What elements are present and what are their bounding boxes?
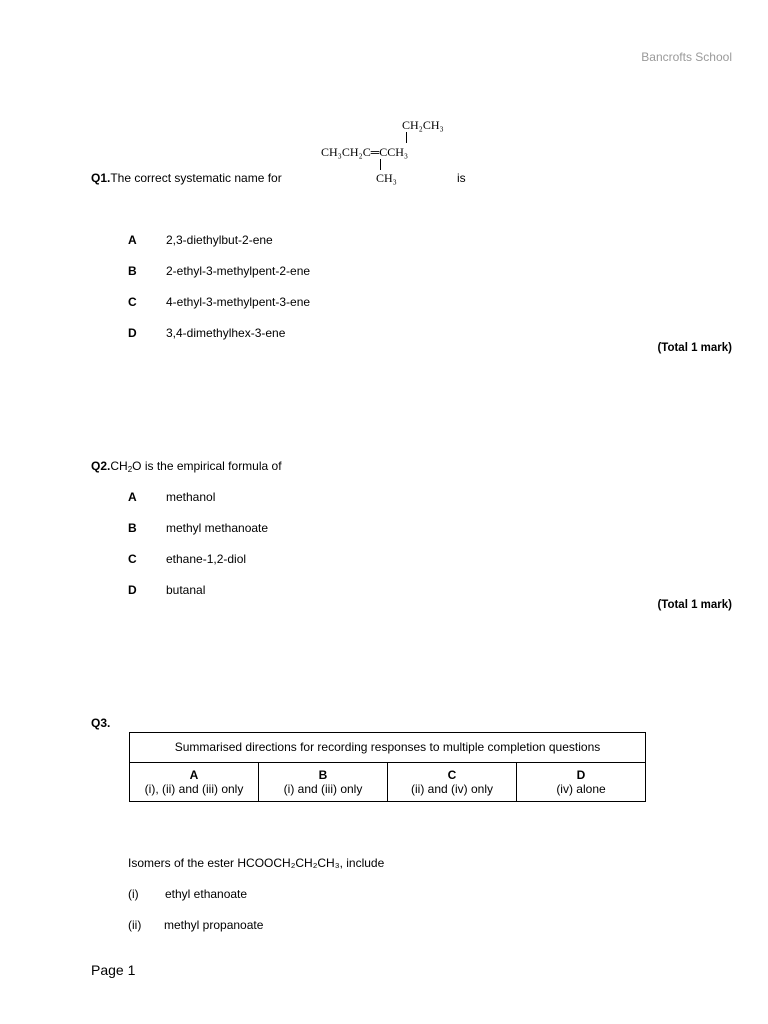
q2-option-d-letter: D (128, 583, 137, 597)
q3-label: Q3. (91, 716, 111, 730)
q3-stem: Isomers of the ester HCOOCH₂CH₂CH₃, include (128, 856, 385, 870)
structure-top-group: CH₂CH₃ (402, 118, 444, 132)
directions-col-d (517, 763, 646, 802)
directions-col-a (130, 763, 259, 802)
directions-col-a-letter: A (189, 768, 199, 782)
q2-formula-suffix: O (132, 459, 142, 473)
directions-col-c-text: (ii) and (iv) only (410, 782, 494, 796)
q3-item-ii-text: methyl propanoate (164, 918, 264, 932)
q2-option-d-text: butanal (166, 583, 206, 597)
q2-formula-prefix: CH (110, 459, 128, 473)
q1-label: Q1. (91, 171, 111, 185)
directions-col-c (388, 763, 517, 802)
structure-main-chain: CH₃CH₂C═CCH₃ (321, 145, 409, 159)
structure-top-bond (406, 132, 407, 143)
q1-option-c-text: 4-ethyl-3-methylpent-3-ene (166, 295, 311, 309)
q1-option-d-text: 3,4-dimethylhex-3-ene (166, 326, 286, 340)
q2-option-c-text: ethane-1,2-diol (166, 552, 247, 566)
q2-option-a-letter: A (128, 490, 137, 504)
structure-bottom-group: CH₃ (376, 171, 397, 185)
directions-col-c-letter: C (447, 768, 457, 782)
directions-col-b (259, 763, 388, 802)
q2-option-c-letter: C (128, 552, 137, 566)
q1-text-before: The correct systematic name for (110, 171, 282, 185)
q1-option-a-letter: A (128, 233, 137, 247)
directions-table (129, 732, 646, 802)
directions-col-b-letter: B (318, 768, 328, 782)
q1-option-b-text: 2-ethyl-3-methylpent-2-ene (166, 264, 311, 278)
directions-col-d-text: (iv) alone (556, 782, 606, 796)
q2-text: is the empirical formula of (141, 459, 282, 473)
q1-option-a-text: 2,3-diethylbut-2-ene (166, 233, 273, 247)
q2-stem (91, 459, 282, 473)
q3-item-i-number: (i) (128, 887, 139, 901)
q2-label: Q2. (91, 459, 111, 473)
q2-option-b-letter: B (128, 521, 137, 535)
directions-col-d-letter: D (576, 768, 586, 782)
directions-col-b-text: (i) and (iii) only (283, 782, 363, 796)
q3-item-ii-number: (ii) (128, 918, 142, 932)
q1-stem (91, 171, 282, 185)
structure-bottom-bond (380, 159, 381, 170)
q3-item-i-text: ethyl ethanoate (165, 887, 248, 901)
school-name-header: Bancrofts School (641, 50, 732, 64)
q2-option-b-text: methyl methanoate (166, 521, 269, 535)
q2-total-mark: (Total 1 mark) (657, 599, 732, 611)
directions-col-a-text: (i), (ii) and (iii) only (144, 782, 244, 796)
page-number: Page 1 (91, 962, 136, 978)
q2-option-a-text: methanol (166, 490, 216, 504)
q2-formula-sub: 2 (127, 465, 133, 474)
q1-total-mark: (Total 1 mark) (657, 342, 732, 354)
q1-option-d-letter: D (128, 326, 137, 340)
q1-option-b-letter: B (128, 264, 137, 278)
directions-table-heading: Summarised directions for recording responses to multiple completion questions (130, 733, 646, 763)
q1-text-after: is (457, 171, 466, 185)
q1-option-c-letter: C (128, 295, 137, 309)
